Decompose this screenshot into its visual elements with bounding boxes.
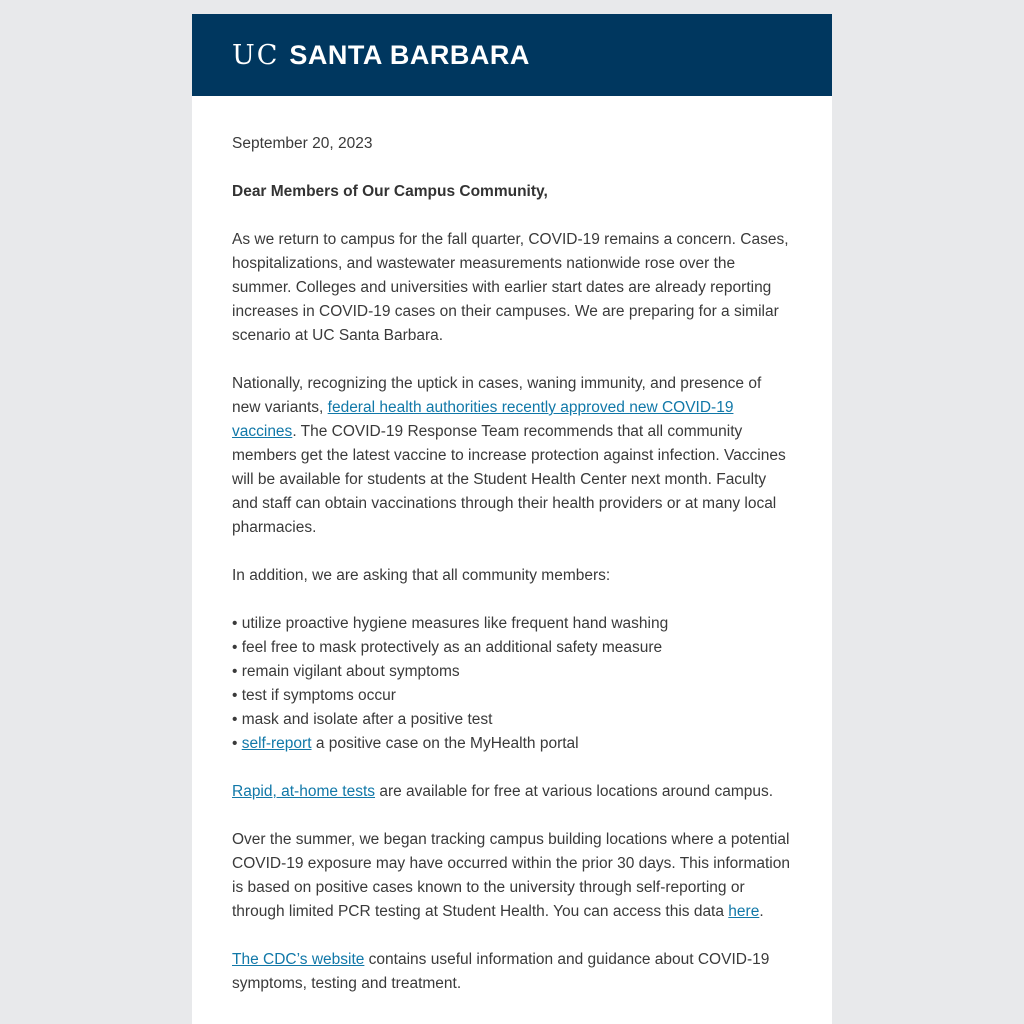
bullet-item [232, 636, 792, 660]
email-card [192, 14, 832, 1024]
text-segment: a positive case on the MyHealth portal [311, 735, 579, 752]
email-body [192, 96, 832, 1024]
text-segment: contains useful information and guidance about COVID-19 symptoms, testing and treatment. [232, 951, 770, 992]
email-blocks [232, 228, 792, 996]
inline-link[interactable]: federal health authorities recently approved new COVID-19 vaccines [232, 399, 734, 440]
ucsb-header-banner [192, 14, 832, 96]
text-segment: • [232, 735, 242, 752]
inline-link[interactable]: self-report [241, 735, 312, 752]
paragraph [232, 780, 792, 804]
paragraph [232, 372, 792, 540]
text-segment: Over the summer, we began tracking campus building locations where a potential COVID-19 exposure may have occurred within the prior 30 days. This information is based on positive cases known to the university through self-reporting or through limited PCR testing at Student Health. You can access this data [232, 831, 790, 920]
ucsb-wordmark [232, 39, 530, 71]
bullet-item [232, 732, 792, 756]
ucsb-wordmark-name: SANTA BARBARA [289, 39, 530, 70]
email-salutation: Dear Members of Our Campus Community, [232, 183, 548, 200]
inline-link[interactable]: here [728, 903, 760, 920]
bullet-item [232, 660, 792, 684]
text-segment: • feel free to mask protectively as an additional safety measure [232, 639, 663, 656]
text-segment: . The COVID-19 Response Team recommends that all community members get the latest vaccine to increase protection against infection. Vaccines will be available for students at the Student Health Center next month. Faculty and staff can obtain vaccinations through their health providers or at many local pharmacies. [232, 423, 786, 536]
text-segment: . [759, 903, 764, 920]
text-segment: • test if symptoms occur [232, 687, 396, 704]
inline-link[interactable]: The CDC’s website [232, 951, 365, 968]
text-segment: • mask and isolate after a positive test [232, 711, 493, 728]
inline-link[interactable]: Rapid, at-home tests [232, 783, 376, 800]
text-segment: Nationally, recognizing the uptick in cases, waning immunity, and presence of new variants, [232, 375, 762, 416]
bullet-list [232, 612, 792, 756]
bullet-item [232, 612, 792, 636]
paragraph [232, 228, 792, 348]
bullet-item [232, 684, 792, 708]
email-date: September 20, 2023 [232, 135, 373, 152]
bullet-item [232, 708, 792, 732]
paragraph [232, 564, 792, 588]
text-segment: As we return to campus for the fall quarter, COVID-19 remains a concern. Cases, hospitalizations, and wastewater measurements nationwide rose over the summer. Colleges and universities with earlier start dates are already reporting increases in COVID-19 cases on their campuses. We are preparing for a similar scenario at UC Santa Barbara. [232, 231, 789, 344]
text-segment: • utilize proactive hygiene measures like frequent hand washing [232, 615, 669, 632]
ucsb-wordmark-uc: UC [232, 39, 280, 71]
paragraph [232, 828, 792, 924]
paragraph [232, 948, 792, 996]
text-segment: • remain vigilant about symptoms [232, 663, 460, 680]
text-segment: are available for free at various locations around campus. [375, 783, 774, 800]
text-segment: In addition, we are asking that all community members: [232, 567, 611, 584]
